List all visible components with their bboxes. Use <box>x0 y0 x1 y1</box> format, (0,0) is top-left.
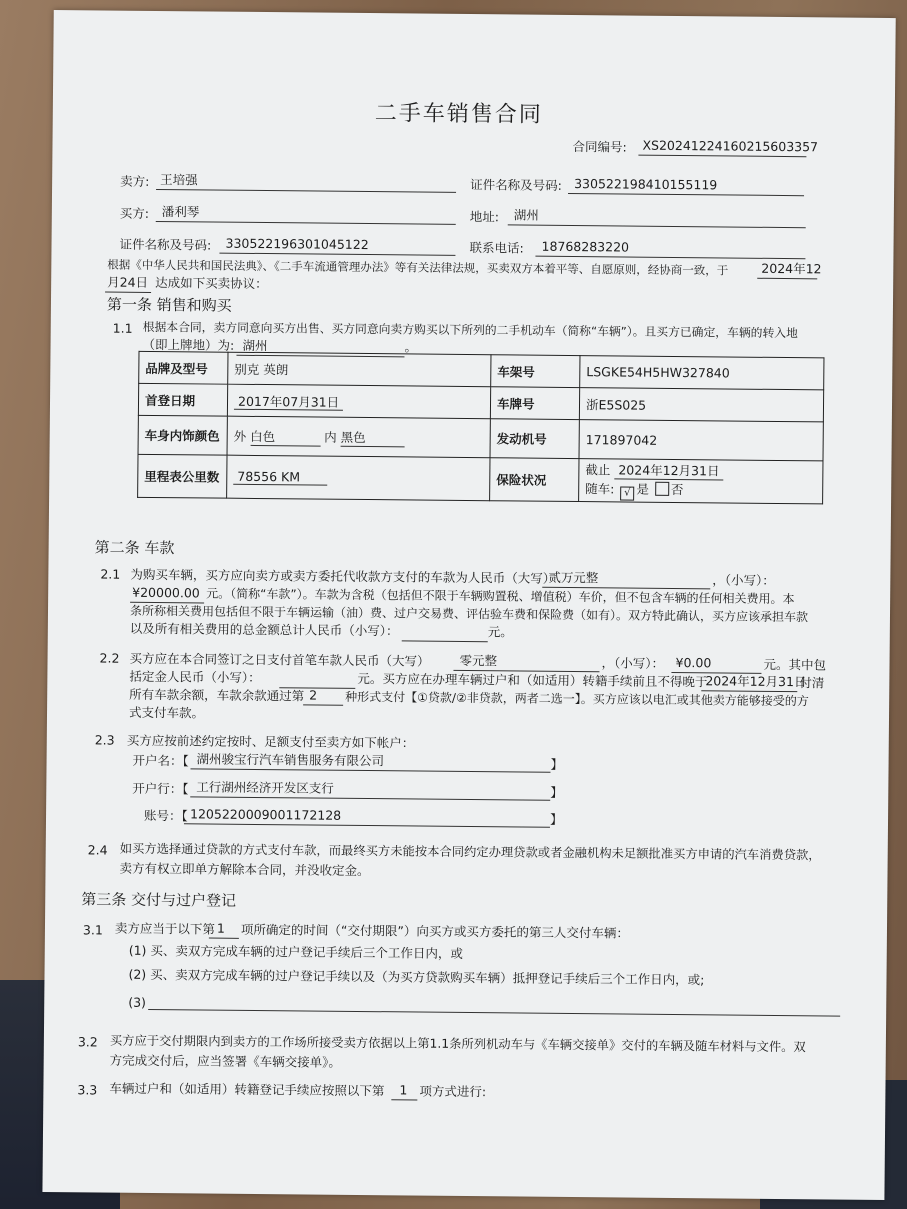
clause-2-1-l1b: ，（小写）： <box>712 572 775 588</box>
clause-3-3-item-line <box>391 1099 417 1100</box>
insurance-yes: 是 <box>636 481 649 497</box>
clause-1-1-no: 1.1 <box>112 320 133 336</box>
buyer-phone-line <box>535 256 805 260</box>
clause-2-3-l1: 买方应按前述约定按时、足额支付至卖方如下帐户： <box>126 732 415 751</box>
seller-id-label: 证件名称及号码: <box>470 177 562 193</box>
seller-line <box>156 189 456 193</box>
clause-2-4-l1: 如买方选择通过贷款的方式支付车款，而最终买方未能按本合同约定办理贷款或者金融机构未足额批准买方申请的汽车消费贷款， <box>119 841 821 863</box>
clause-2-2-l1a: 买方应在本合同签订之日支付首笔车款人民币（大写） <box>129 650 430 669</box>
mileage-value: 78556 KM <box>233 469 327 486</box>
clause-3-1-l1b: 项所确定的时间（“交付期限”）向买方或买方委托的第三人交付车辆： <box>240 921 629 941</box>
clause-2-2-first-cn: 零元整 <box>459 652 498 669</box>
reg-date-label: 首登日期 <box>138 383 227 416</box>
color-label: 车身内饰颜色 <box>138 415 227 455</box>
account-bank-line <box>190 796 550 800</box>
preamble-date-a: 2024年12 <box>761 260 822 277</box>
clause-3-1-option3: (3) <box>128 994 147 1010</box>
color-cell <box>227 416 490 458</box>
clause-2-2-l3b: 种形式支付【①贷款/②非贷款，两者二选一】。买方应该以电汇或其他卖方能够接受的方 <box>345 689 809 709</box>
clause-2-2-method-line <box>303 704 343 705</box>
clause-2-2-l2c: 付清 <box>799 675 825 691</box>
insurance-with-car-label: 随车: <box>585 481 615 497</box>
clause-2-1-l3: 条所称相关费用包括但不限于车辆运输（油）费、过户交易费、评估验车费和保险费（如有）。双方特此确认，买方应该承担车款 <box>129 603 809 625</box>
clause-1-1-line1: 根据本合同，卖方同意向买方出售、买方同意向卖方购买以下所列的二手机动车（简称“车辆”）。且买方已确定，车辆的转入地 <box>142 319 798 341</box>
clause-1-1-line2: （即上牌地）为: <box>142 336 235 353</box>
buyer-label: 买方: <box>119 205 150 221</box>
clause-2-4-l2: 卖方有权立即单方解除本合同，并没收定金。 <box>119 860 370 879</box>
account-name-value: 湖州骏宝行汽车销售服务有限公司 <box>196 751 385 769</box>
clause-1-1-end: 。 <box>404 339 418 355</box>
clause-2-2-first: ¥0.00 <box>675 654 712 671</box>
vehicle-info-table <box>137 351 824 505</box>
clause-3-1-item: 1 <box>216 920 225 936</box>
article3-heading: 第三条 交付与过户登记 <box>81 890 237 910</box>
reg-date-cell <box>227 384 490 419</box>
clause-2-2-method: 2 <box>309 687 318 703</box>
clause-3-3-l1b: 项方式进行: <box>419 1083 487 1100</box>
account-no-close: 】 <box>549 811 563 827</box>
insurance-cell <box>579 459 823 504</box>
seller-id-line <box>568 193 804 196</box>
contract-no-value: XS20241224160215603357 <box>642 137 819 155</box>
clause-2-2-l3a: 所有车款余额，车款余款通过第 <box>129 686 305 704</box>
insurance-until-value: 2024年12月31日 <box>614 460 723 480</box>
clause-2-1-total-line <box>402 640 488 642</box>
clause-3-3-l1a: 车辆过户和（如适用）转籍登记手续应按照以下第 <box>109 1080 385 1099</box>
preamble-line1: 根据《中华人民共和国民法典》、《二手车流通管理办法》等有关法律法规，买卖双方本着平等、自愿原则，经协商一致，于 <box>107 257 729 278</box>
color-out-value: 白色 <box>250 426 320 446</box>
clause-2-1-l4: 以及所有相关费用的总金额总计人民币（小写）： <box>129 620 399 639</box>
clause-3-1-option2: (2) 买、卖双方完成车辆的过户登记手续以及（为买方贷款购买车辆）抵押登记手续后三个工作日内，或; <box>128 966 705 988</box>
mileage-cell <box>227 455 490 501</box>
clause-2-3-no: 2.3 <box>94 732 115 748</box>
account-bank-close: 】 <box>550 784 563 800</box>
insurance-label: 保险状况 <box>490 458 579 502</box>
seller-id-value: 330522198410155119 <box>574 175 718 193</box>
buyer-addr-line <box>508 224 806 228</box>
engine-value: 171897042 <box>579 420 823 461</box>
mileage-label: 里程表公里数 <box>138 454 227 498</box>
buyer-id-label: 证件名称及号码: <box>119 236 212 253</box>
color-out-label: 外 <box>233 428 247 444</box>
clause-2-1-amount-cn: 贰万元整 <box>548 569 599 586</box>
vin-label: 车架号 <box>491 355 580 388</box>
clause-2-1-l2: 元。（简称“车款”）。车款为含税（包括但不限于车辆购置税、增值税）车价，但不包含车辆的任何相关费用。本 <box>206 586 795 607</box>
seller-label: 卖方: <box>120 173 150 189</box>
preamble-date-a-line <box>757 278 817 280</box>
buyer-id-line <box>219 253 455 256</box>
contract-no-line <box>638 155 806 158</box>
buyer-addr-label: 地址: <box>469 208 500 225</box>
buyer-id-value: 330522196301045122 <box>225 235 369 253</box>
clause-3-1-l1a: 卖方应当于以下第 <box>114 920 216 937</box>
clause-2-2-no: 2.2 <box>99 650 120 666</box>
buyer-line <box>156 221 456 225</box>
clause-3-2-l2: 方完成交付后，应当签署《车辆交接单》。 <box>109 1052 342 1070</box>
buyer-phone-value: 18768283220 <box>541 238 630 255</box>
account-no-value: 1205220009001172128 <box>189 806 342 823</box>
article2-heading: 第二条 车款 <box>94 538 175 558</box>
insurance-line2 <box>585 479 816 502</box>
clause-2-2-l2a: 括定金人民币（小写）： <box>129 668 261 686</box>
checkbox-empty-icon <box>655 482 669 496</box>
vin-value: LSGKE54H5HW327840 <box>580 356 824 390</box>
buyer-phone-label: 联系电话: <box>469 239 524 256</box>
account-bank-label: 开户行：【 <box>132 780 189 797</box>
clause-3-1-item-line <box>209 938 239 939</box>
color-in-value: 黑色 <box>341 427 405 447</box>
seller-name: 王培强 <box>160 172 198 188</box>
clause-3-2-l1: 买方应于交付期限内到卖方的工作场所接受卖方依据以上第1.1条所列机动车与《车辆交接单》交付的车辆及随车材料与文件。双 <box>109 1033 806 1055</box>
insurance-until-label: 截止 <box>585 462 611 478</box>
clause-2-2-l1c: 元。其中包 <box>763 656 827 673</box>
buyer-addr-value: 湖州 <box>513 207 539 223</box>
engine-label: 发动机号 <box>490 419 579 459</box>
preamble-date-b: 月24日 <box>107 274 149 290</box>
clause-2-1-l1a: 为购买车辆，买方应向卖方或卖方委托代收款方支付的车款为人民币（大写） <box>130 566 556 586</box>
clause-2-1-l4end: 元。 <box>487 624 513 640</box>
insurance-no: 否 <box>670 481 684 498</box>
clause-3-2-no: 3.2 <box>77 1034 98 1050</box>
clause-3-3-no: 3.3 <box>77 1082 98 1098</box>
clause-3-3-item: 1 <box>399 1082 408 1098</box>
clause-3-1-option1: (1) 买、卖双方完成车辆的过户登记手续后三个工作日内，或 <box>128 942 464 961</box>
checkbox-checked-icon: √ <box>620 486 634 500</box>
color-in-label: 内 <box>324 429 337 445</box>
account-no-label: 账号：【 <box>143 807 188 824</box>
contract-no-label: 合同编号: <box>572 138 627 155</box>
reg-date-value: 2017年07月31日 <box>234 393 343 410</box>
clause-1-1-place: 湖州 <box>242 337 268 354</box>
brand-label: 品牌及型号 <box>139 351 228 384</box>
document-title: 二手车销售合同 <box>374 101 543 128</box>
preamble-date-b-line <box>105 292 151 293</box>
clause-2-2-l2b: 元。买方应在办理车辆过户和（如适用）转籍手续前且不得晚于 <box>357 670 708 690</box>
account-bank-value: 工行湖州经济开发区支行 <box>196 779 334 796</box>
clause-2-2-deadline: 2024年12月31日 <box>705 673 807 690</box>
preamble-line2: 达成如下买卖协议： <box>155 274 268 292</box>
buyer-name: 潘利琴 <box>161 204 200 220</box>
account-name-label: 开户名：【 <box>132 752 189 769</box>
clause-2-2-l4: 式支付车款。 <box>128 704 205 721</box>
insurance-line1 <box>585 460 816 481</box>
plate-label: 车牌号 <box>490 387 579 420</box>
clause-2-1-amount: ¥20000.00 <box>132 584 200 601</box>
plate-value: 浙E5S025 <box>579 388 823 422</box>
clause-3-1-no: 3.1 <box>82 922 103 938</box>
clause-3-1-option3-line <box>148 1009 840 1017</box>
account-no-line <box>184 823 550 828</box>
article1-heading: 第一条 销售和购买 <box>106 295 232 315</box>
account-name-close: 】 <box>550 756 564 772</box>
clause-2-1-no: 2.1 <box>100 566 121 582</box>
clause-2-4-no: 2.4 <box>87 842 108 858</box>
contract-sheet <box>42 10 895 1200</box>
clause-2-2-l1b: ，（小写）： <box>601 655 665 671</box>
brand-value: 别克 英朗 <box>228 352 491 387</box>
